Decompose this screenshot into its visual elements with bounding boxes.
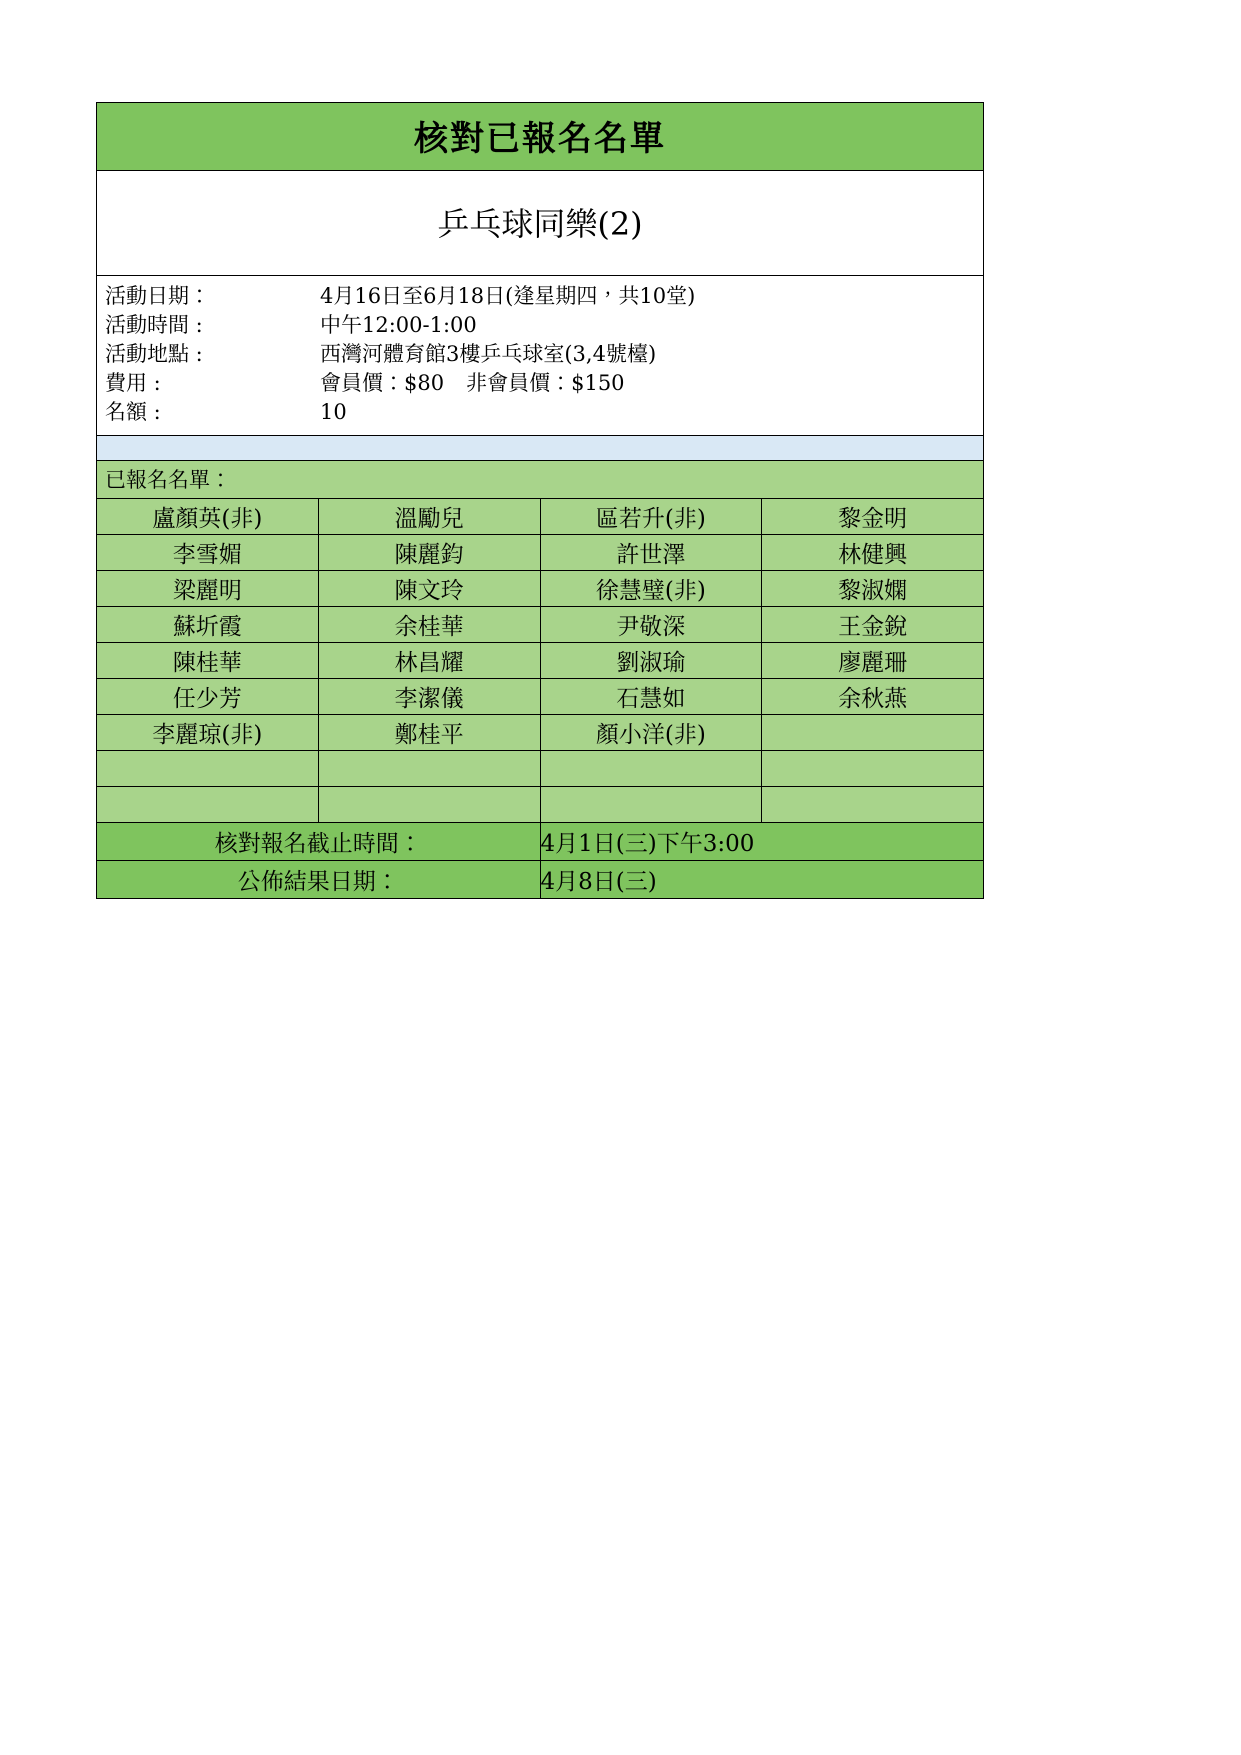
roster-cell: 廖麗珊	[762, 643, 984, 679]
result-date-row	[97, 861, 984, 899]
roster-cell	[762, 787, 984, 823]
table-row	[97, 679, 984, 715]
table-row	[97, 643, 984, 679]
fee-member: 會員價：$80	[320, 371, 445, 395]
table-row	[97, 571, 984, 607]
roster-cell: 黎淑嫻	[762, 571, 984, 607]
info-row-time	[97, 311, 983, 340]
roster-cell: 黎金明	[762, 499, 984, 535]
roster-cell: 王金銳	[762, 607, 984, 643]
roster-cell: 鄭桂平	[318, 715, 540, 751]
roster-cell: 林健興	[762, 535, 984, 571]
info-value-time: 中午12:00-1:00	[320, 313, 477, 337]
page-title: 核對已報名名單	[96, 102, 984, 171]
activity-name: 乒乓球同樂(2)	[96, 171, 984, 276]
table-row	[97, 787, 984, 823]
roster-cell: 蘇圻霞	[97, 607, 319, 643]
roster-cell: 李雪媚	[97, 535, 319, 571]
roster-cell: 許世澤	[540, 535, 762, 571]
roster-cell: 林昌耀	[318, 643, 540, 679]
roster-cell: 陳麗鈞	[318, 535, 540, 571]
roster-cell: 石慧如	[540, 679, 762, 715]
info-value-date: 4月16日至6月18日(逢星期四，共10堂)	[320, 284, 696, 308]
footer-table	[96, 823, 984, 899]
roster-cell: 尹敬深	[540, 607, 762, 643]
result-date-value: 4月8日(三)	[540, 861, 984, 899]
info-row-venue	[97, 340, 983, 369]
deadline-label: 核對報名截止時間：	[97, 823, 541, 861]
roster-cell: 任少芳	[97, 679, 319, 715]
roster-cell: 劉淑瑜	[540, 643, 762, 679]
deadline-value: 4月1日(三)下午3:00	[540, 823, 984, 861]
table-row	[97, 499, 984, 535]
info-label-date: 活動日期：	[105, 284, 210, 308]
roster-header: 已報名名單：	[96, 461, 984, 499]
roster-cell: 梁麗明	[97, 571, 319, 607]
info-row-fee	[97, 369, 983, 398]
info-value-quota: 10	[320, 400, 347, 424]
roster-cell: 李潔儀	[318, 679, 540, 715]
roster-cell	[97, 751, 319, 787]
roster-cell: 余桂華	[318, 607, 540, 643]
spacer-band	[96, 436, 984, 461]
fee-non-member: 非會員價：$150	[466, 371, 625, 395]
roster-cell	[97, 787, 319, 823]
roster-cell	[318, 751, 540, 787]
table-row	[97, 535, 984, 571]
info-label-time: 活動時間 :	[105, 313, 203, 337]
info-label-quota: 名額 :	[105, 400, 161, 424]
roster-cell: 余秋燕	[762, 679, 984, 715]
table-row	[97, 751, 984, 787]
roster-cell	[540, 751, 762, 787]
roster-cell: 李麗琼(非)	[97, 715, 319, 751]
roster-cell: 顏小洋(非)	[540, 715, 762, 751]
activity-info-block	[96, 276, 984, 436]
info-row-quota	[97, 398, 983, 427]
info-label-venue: 活動地點 :	[105, 342, 203, 366]
roster-cell	[318, 787, 540, 823]
roster-cell: 溫勵兒	[318, 499, 540, 535]
info-value-fee	[320, 369, 983, 398]
info-row-date	[97, 282, 983, 311]
deadline-row	[97, 823, 984, 861]
result-date-label: 公佈結果日期：	[97, 861, 541, 899]
roster-cell: 陳文玲	[318, 571, 540, 607]
info-label-fee: 費用 :	[105, 371, 161, 395]
table-row	[97, 715, 984, 751]
roster-cell	[762, 715, 984, 751]
table-row	[97, 607, 984, 643]
roster-table	[96, 499, 984, 823]
registration-sheet	[96, 102, 984, 899]
roster-cell: 徐慧璧(非)	[540, 571, 762, 607]
info-value-venue: 西灣河體育館3樓乒乓球室(3,4號檯)	[320, 342, 657, 366]
roster-cell: 盧顏英(非)	[97, 499, 319, 535]
roster-cell: 區若升(非)	[540, 499, 762, 535]
roster-cell	[540, 787, 762, 823]
roster-cell: 陳桂華	[97, 643, 319, 679]
roster-cell	[762, 751, 984, 787]
